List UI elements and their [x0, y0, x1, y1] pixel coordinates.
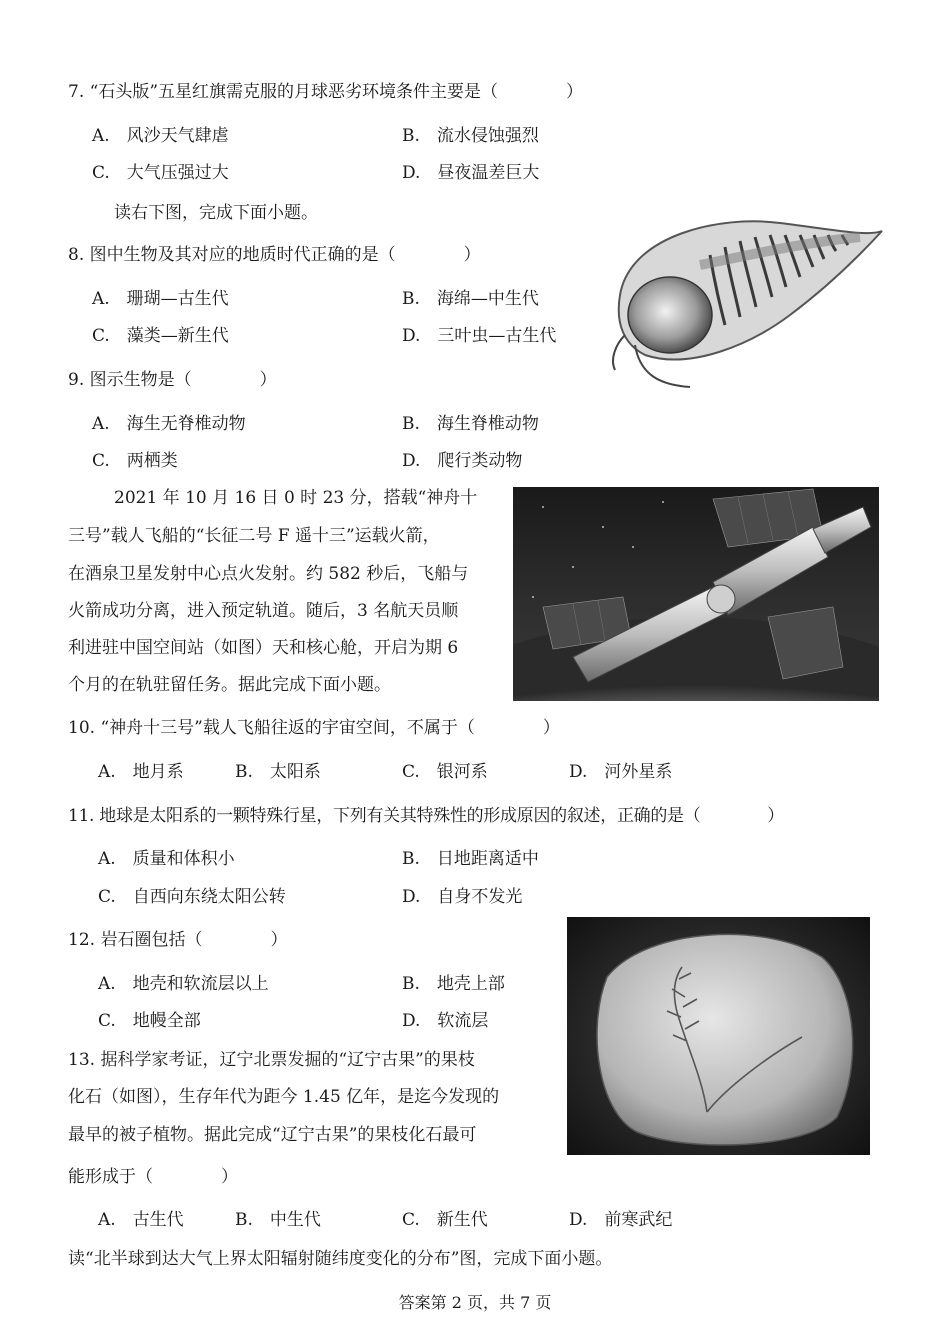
q9-option-c[interactable]: C. 两栖类	[92, 451, 178, 471]
q11-option-b[interactable]: B. 日地距离适中	[402, 849, 539, 869]
q10-option-d[interactable]: D. 河外星系	[569, 762, 673, 782]
q7-option-c[interactable]: C. 大气压强过大	[92, 163, 229, 183]
q13-option-d[interactable]: D. 前寒武纪	[569, 1210, 673, 1230]
q10-option-c[interactable]: C. 银河系	[402, 762, 488, 782]
q13-line-1: 13. 据科学家考证，辽宁北票发掘的“辽宁古果”的果枝	[68, 1050, 475, 1070]
q11-option-c[interactable]: C. 自西向东绕太阳公转	[98, 887, 286, 907]
q11-option-d[interactable]: D. 自身不发光	[402, 887, 523, 907]
q7-option-b[interactable]: B. 流水侵蚀强烈	[402, 126, 539, 146]
fossil-intro: 读右下图，完成下面小题。	[114, 203, 318, 223]
q8-option-d[interactable]: D. 三叶虫—古生代	[402, 326, 557, 346]
space-station-image	[513, 487, 879, 701]
q13-option-b[interactable]: B. 中生代	[235, 1210, 321, 1230]
q8-option-a[interactable]: A. 珊瑚—古生代	[92, 289, 229, 309]
shenzhou-passage-line-3: 在酒泉卫星发射中心点火发射。约 582 秒后，飞船与	[68, 564, 469, 584]
shenzhou-passage-line-1: 2021 年 10 月 16 日 0 时 23 分，搭载“神舟十	[114, 488, 478, 508]
q11-option-a[interactable]: A. 质量和体积小	[98, 849, 235, 869]
q9-option-b[interactable]: B. 海生脊椎动物	[402, 414, 539, 434]
fossil-image	[567, 917, 870, 1155]
q8-stem: 8. 图中生物及其对应的地质时代正确的是（ ）	[68, 245, 481, 265]
q13-line-4: 能形成于（ ）	[68, 1167, 238, 1187]
q12-option-c[interactable]: C. 地幔全部	[98, 1011, 201, 1031]
q7-option-d[interactable]: D. 昼夜温差巨大	[402, 163, 540, 183]
q10-stem: 10. “神舟十三号”载人飞船往返的宇宙空间，不属于（ ）	[68, 718, 560, 738]
q13-option-a[interactable]: A. 古生代	[98, 1210, 184, 1230]
q7-stem: 7. “石头版”五星红旗需克服的月球恶劣环境条件主要是（ ）	[68, 82, 584, 102]
q12-stem: 12. 岩石圈包括（ ）	[68, 930, 288, 950]
q10-option-a[interactable]: A. 地月系	[98, 762, 184, 782]
q9-stem: 9. 图示生物是（ ）	[68, 370, 277, 390]
q11-stem: 11. 地球是太阳系的一颗特殊行星，下列有关其特殊性的形成原因的叙述，正确的是（ ）	[68, 806, 784, 826]
final-intro: 读“北半球到达大气上界太阳辐射随纬度变化的分布”图，完成下面小题。	[68, 1249, 613, 1269]
q9-option-d[interactable]: D. 爬行类动物	[402, 451, 523, 471]
shenzhou-passage-line-2: 三号”载人飞船的“长征二号 F 遥十三”运载火箭，	[68, 526, 440, 546]
shenzhou-passage-line-6: 个月的在轨驻留任务。据此完成下面小题。	[68, 675, 391, 695]
shenzhou-passage-line-5: 利进驻中国空间站（如图）天和核心舱，开启为期 6	[68, 638, 459, 658]
q12-option-b[interactable]: B. 地壳上部	[402, 974, 505, 994]
page-footer: 答案第 2 页，共 7 页	[398, 1293, 552, 1312]
q10-option-b[interactable]: B. 太阳系	[235, 762, 321, 782]
q13-line-3: 最早的被子植物。据此完成“辽宁古果”的果枝化石最可	[68, 1125, 477, 1145]
q9-option-a[interactable]: A. 海生无脊椎动物	[92, 414, 246, 434]
q8-option-c[interactable]: C. 藻类—新生代	[92, 326, 229, 346]
q12-option-d[interactable]: D. 软流层	[402, 1011, 489, 1031]
shenzhou-passage-line-4: 火箭成功分离，进入预定轨道。随后，3 名航天员顺	[68, 601, 459, 621]
q12-option-a[interactable]: A. 地壳和软流层以上	[98, 974, 269, 994]
q7-option-a[interactable]: A. 风沙天气肆虐	[92, 126, 229, 146]
q13-line-2: 化石（如图），生存年代为距今 1.45 亿年，是迄今发现的	[68, 1087, 500, 1107]
trilobite-image	[600, 195, 890, 395]
q8-option-b[interactable]: B. 海绵—中生代	[402, 289, 539, 309]
q13-option-c[interactable]: C. 新生代	[402, 1210, 488, 1230]
